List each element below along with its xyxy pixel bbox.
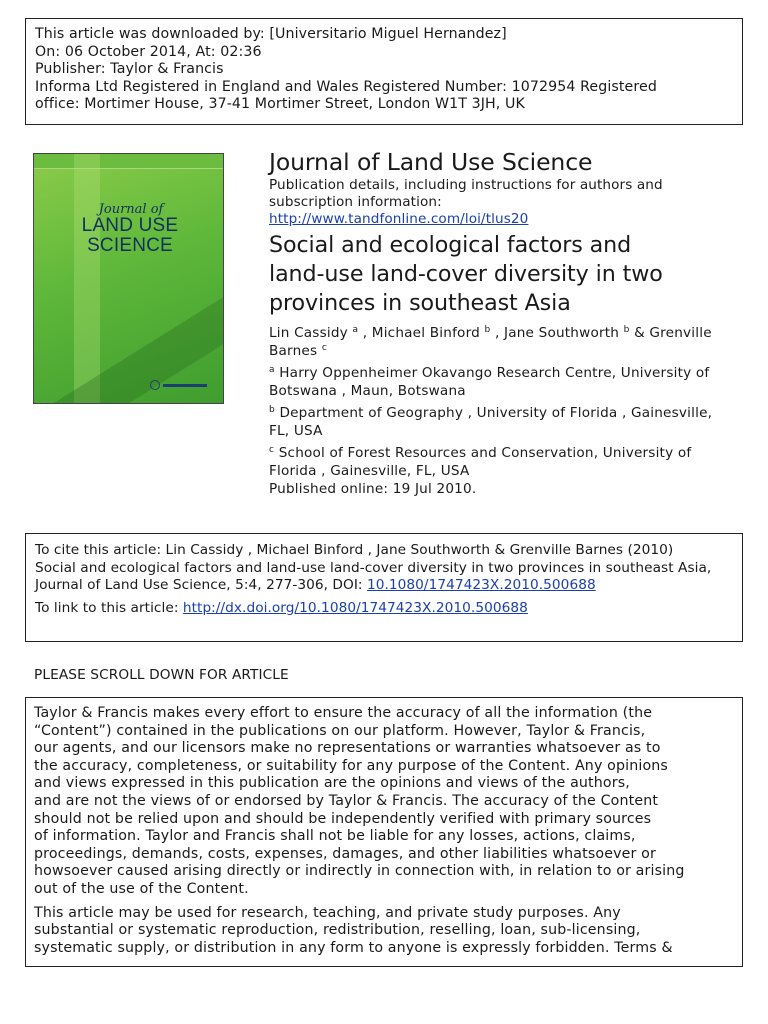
author-name: , Michael Binford [362,325,480,342]
author-sup: a [352,325,359,336]
affiliation-line [269,364,739,382]
disclaimer-line: out of the use of the Content. [34,880,249,897]
cover-title-line: SCIENCE [87,235,173,256]
disclaimer-paragraph [34,905,734,958]
affiliation-text: Harry Oppenheimer Okavango Research Centre, University of [279,365,710,382]
download-notice-line: office: Mortimer House, 37-41 Mortimer Street, London W1T 3JH, UK [35,96,525,113]
logo-circle-icon [150,380,160,390]
cover-title-small: Journal of [98,202,164,217]
cover-header-band [34,154,223,169]
disclaimer-line: should not be relied upon and should be independently verified with primary sources [34,810,652,827]
article-link-label: To link to this article: [35,599,183,616]
logo-wordmark-bar [163,384,207,387]
citation-box [25,533,743,642]
disclaimer-line: This article may be used for research, teaching, and private study purposes. Any [34,904,621,921]
citation-line [35,577,733,595]
publisher-logo-icon [150,379,212,391]
published-date: Published online: 19 Jul 2010. [269,481,477,498]
disclaimer-paragraph [34,705,734,899]
article-title-line: provinces in southeast Asia [269,290,571,317]
author-name: , Jane Southworth [494,325,620,342]
publication-details [269,177,739,227]
article-info [269,147,739,498]
affiliation-line: Botswana , Maun, Botswana [269,383,466,400]
author-sup: b [484,325,491,336]
disclaimer-line: our agents, and our licensors make no representations or warranties whatsoever as to [34,740,661,757]
download-notice-line: On: 06 October 2014, At: 02:36 [35,43,262,60]
author-list [269,324,739,498]
article-title-line: Social and ecological factors and [269,232,632,259]
affiliation-line [269,444,739,462]
article-title-line: land-use land-cover diversity in two [269,261,663,288]
download-notice-line: Informa Ltd Registered in England and Wales Registered Number: 1072954 Registered [35,78,657,95]
affiliation-sup: b [269,405,275,416]
disclaimer-line: “Content”) contained in the publications on our platform. However, Taylor & Francis, [34,722,646,739]
disclaimer-line: howsoever caused arising directly or indirectly in connection with, in relation to or arising [34,863,685,880]
download-notice-line: Publisher: Taylor & Francis [35,61,224,78]
disclaimer-line: proceedings, demands, costs, expenses, damages, and other liabilities whatsoever or [34,845,656,862]
affiliation-line [269,404,739,422]
disclaimer-line: and views expressed in this publication are the opinions and views of the authors, [34,775,630,792]
author-line [269,342,739,360]
publication-details-line: Publication details, including instructions for authors and [269,177,663,193]
author-sup: b [623,325,630,336]
disclaimer-line: and are not the views of or endorsed by Taylor & Francis. The accuracy of the Content [34,792,659,809]
disclaimer-line: the accuracy, completeness, or suitability for any purpose of the Content. Any opinions [34,757,668,774]
article-title [269,231,739,318]
author-sup: c [321,343,327,354]
affiliation [269,404,739,440]
article-link[interactable]: http://dx.doi.org/10.1080/1747423X.2010.500688 [182,599,528,616]
affiliation-text: School of Forest Resources and Conservation, University of [278,445,692,462]
citation-line: To cite this article: Lin Cassidy , Michael Binford , Jane Southworth & Grenville Barnes (2010) [35,542,674,558]
affiliation-text: Department of Geography , University of Florida , Gainesville, [279,405,713,422]
doi-link[interactable]: 10.1080/1747423X.2010.500688 [366,577,596,593]
cover-stripe [74,154,100,403]
affiliation [269,364,739,400]
disclaimer-line: substantial or systematic reproduction, redistribution, reselling, loan, sub-licensing, [34,922,641,939]
disclaimer-line: systematic supply, or distribution in any form to anyone is expressly forbidden. Terms & [34,939,673,956]
affiliation-sup: c [269,445,275,456]
affiliation-line: FL, USA [269,423,323,440]
affiliation [269,444,739,498]
journal-title: Journal of Land Use Science [269,148,593,176]
disclaimer-line: Taylor & Francis makes every effort to ensure the accuracy of all the information (the [34,705,653,721]
cover-title-line: LAND USE [81,215,179,236]
citation-line: Social and ecological factors and land-use land-cover diversity in two provinces in southeast Asia, [35,559,712,576]
journal-url-link[interactable]: http://www.tandfonline.com/loi/tlus20 [269,210,529,227]
affiliation-sup: a [269,365,275,376]
scroll-notice: PLEASE SCROLL DOWN FOR ARTICLE [34,667,289,683]
article-link-row [35,600,733,618]
disclaimer-box [25,697,743,967]
citation-text: Journal of Land Use Science, 5:4, 277-306, DOI: [35,577,367,593]
author-line [269,324,739,342]
download-notice-box [25,18,743,125]
disclaimer-line: of information. Taylor and Francis shall not be liable for any losses, actions, claims, [34,828,636,845]
author-name: Barnes [269,343,318,360]
publication-details-line: subscription information: [269,193,442,210]
journal-cover-image [33,153,224,404]
download-notice-line: This article was downloaded by: [Universitario Miguel Hernandez] [35,26,507,42]
author-name: & Grenville [634,325,712,342]
cover-title-big [56,216,204,256]
affiliation-line: Florida , Gainesville, FL, USA [269,463,470,480]
author-name: Lin Cassidy [269,325,348,342]
